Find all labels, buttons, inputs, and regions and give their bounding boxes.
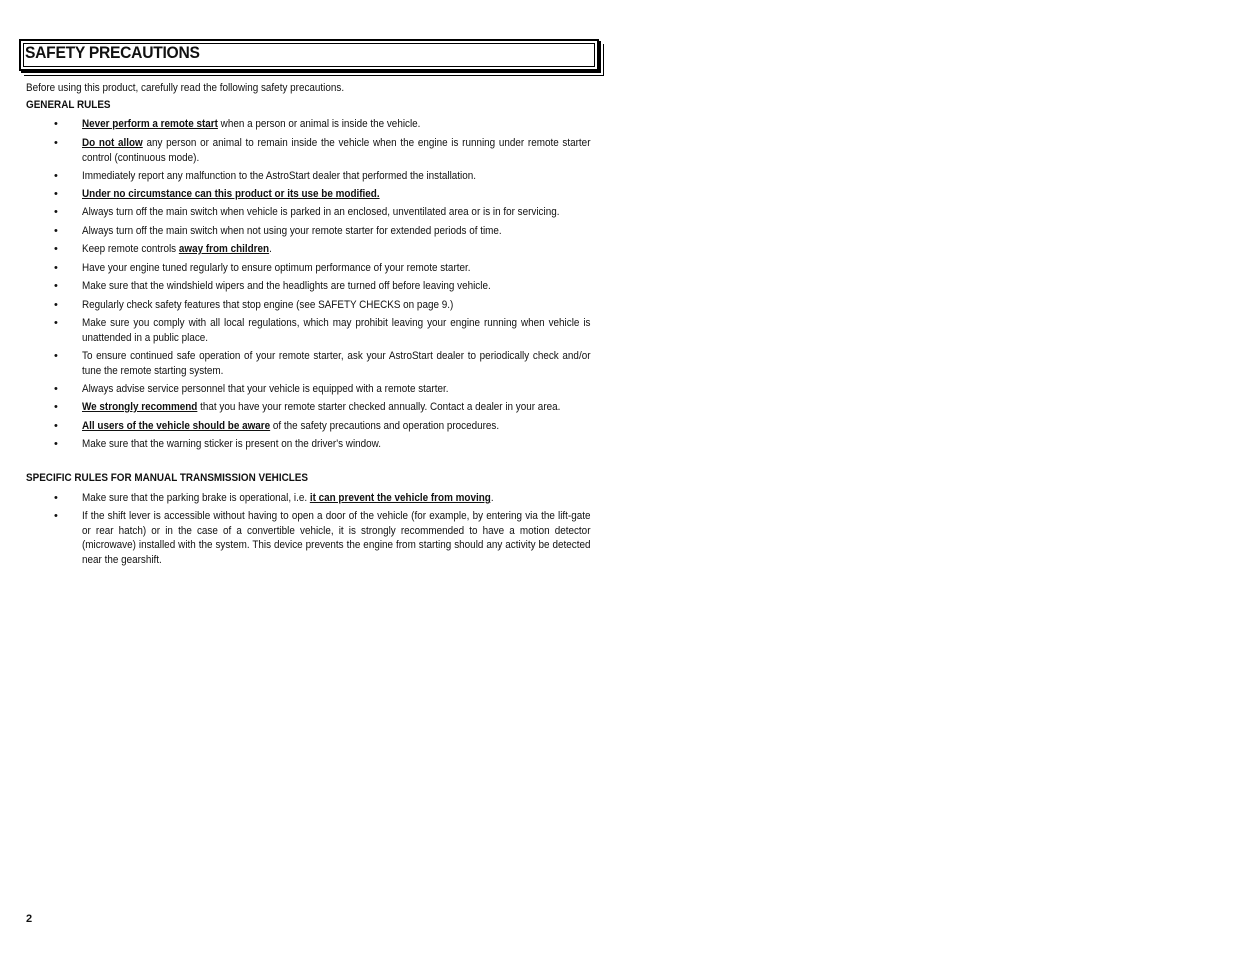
general-rule-14: We strongly recommend that you have your remote starter checked annually. Contact a dealer in your area. [82, 401, 561, 413]
bullet-icon: • [54, 188, 58, 200]
general-rule-3: Immediately report any malfunction to the AstroStart dealer that performed the installation. [82, 170, 477, 182]
general-rule-5: Always turn off the main switch when vehicle is parked in an enclosed, unventilated area or is in for servicing. [82, 206, 560, 218]
manual-transmission-heading: SPECIFIC RULES FOR MANUAL TRANSMISSION VEHICLES [26, 472, 308, 484]
general-rule-10: Regularly check safety features that stop engine (see SAFETY CHECKS on page 9.) [82, 299, 454, 311]
intro-paragraph: Before using this product, carefully read the following safety precautions. [26, 82, 345, 94]
general-rule-6: Always turn off the main switch when not using your remote starter for extended periods of time. [82, 225, 502, 237]
general-rule-4: Under no circumstance can this product or its use be modified. [82, 188, 380, 200]
general-rule-1: Never perform a remote start when a person or animal is inside the vehicle. [82, 118, 421, 130]
bullet-icon: • [54, 350, 58, 362]
general-rules-heading: GENERAL RULES [26, 99, 111, 111]
bullet-icon: • [54, 492, 58, 504]
general-rule-9: Make sure that the windshield wipers and the headlights are turned off before leaving vehicle. [82, 280, 491, 292]
general-rule-12: To ensure continued safe operation of your remote starter, ask your AstroStart dealer to periodically check and/or tune the remote starting system. [82, 350, 591, 377]
bullet-icon: • [54, 262, 58, 274]
bullet-icon: • [54, 280, 58, 292]
bullet-icon: • [54, 137, 58, 149]
bullet-icon: • [54, 170, 58, 182]
page-number: 2 [26, 913, 33, 925]
bullet-icon: • [54, 243, 58, 255]
general-rule-2: Do not allow any person or animal to remain inside the vehicle when the engine is running under remote starter control (continuous mode). [82, 137, 591, 164]
bullet-icon: • [54, 510, 58, 522]
page-title: SAFETY PRECAUTIONS [25, 43, 200, 62]
bullet-icon: • [54, 206, 58, 218]
manual-rule-2: If the shift lever is accessible without having to open a door of the vehicle (for example, by entering via the lift-gate or rear hatch) or in the case of a convertible vehicle, it is strongly recommended to have a motion detector (microwave) installed with the system. This device prevents the engine from starting should any activity be detected near the gearshift. [82, 510, 591, 566]
bullet-icon: • [54, 299, 58, 311]
title-box [19, 39, 599, 71]
general-rule-7: Keep remote controls away from children. [82, 243, 272, 255]
bullet-icon: • [54, 225, 58, 237]
bullet-icon: • [54, 317, 58, 329]
bullet-icon: • [54, 401, 58, 413]
bullet-icon: • [54, 383, 58, 395]
general-rule-16: Make sure that the warning sticker is present on the driver's window. [82, 438, 382, 450]
bullet-icon: • [54, 118, 58, 130]
manual-rule-1: Make sure that the parking brake is operational, i.e. it can prevent the vehicle from moving. [82, 492, 494, 504]
bullet-icon: • [54, 438, 58, 450]
general-rule-11: Make sure you comply with all local regulations, which may prohibit leaving your engine running when vehicle is unattended in a public place. [82, 317, 591, 344]
general-rule-8: Have your engine tuned regularly to ensure optimum performance of your remote starter. [82, 262, 471, 274]
general-rule-13: Always advise service personnel that your vehicle is equipped with a remote starter. [82, 383, 449, 395]
bullet-icon: • [54, 420, 58, 432]
general-rule-15: All users of the vehicle should be aware of the safety precautions and operation procedures. [82, 420, 500, 432]
